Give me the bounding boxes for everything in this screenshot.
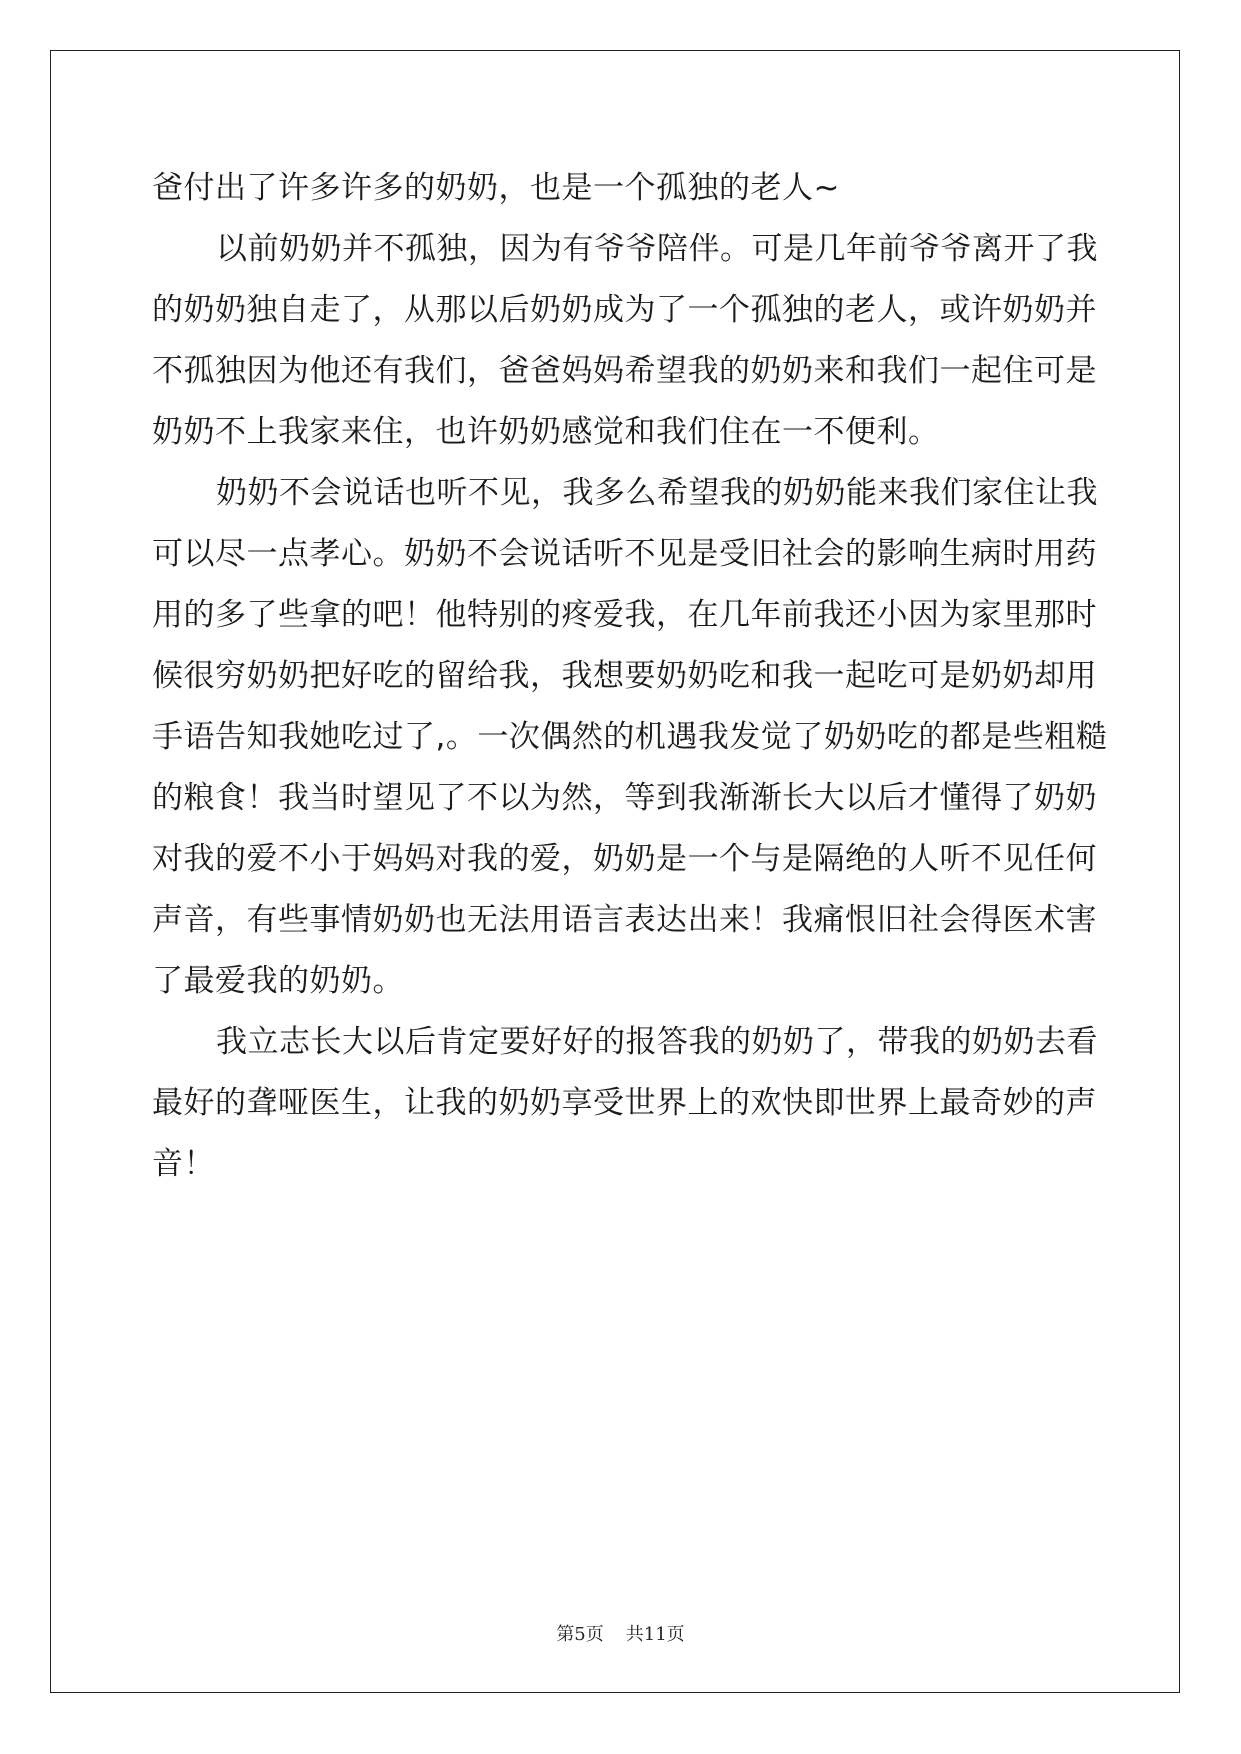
text-line: 爸付出了许多许多的奶奶，也是一个孤独的老人~ — [152, 170, 840, 206]
text-line: 奶奶不上我家来住，也许奶奶感觉和我们住在一不便利。 — [152, 414, 940, 450]
text-line: 用的多了些拿的吧！他特别的疼爱我，在几年前我还小因为家里那时 — [152, 597, 1097, 633]
page-number: 第5页 — [556, 1624, 604, 1645]
text-line: 了最爱我的奶奶。 — [152, 963, 404, 999]
text-line: 最好的聋哑医生，让我的奶奶享受世界上的欢快即世界上最奇妙的声 — [152, 1085, 1097, 1121]
text-line: 的奶奶独自走了，从那以后奶奶成为了一个孤独的老人，或许奶奶并 — [152, 292, 1097, 328]
text-line: 手语告知我她吃过了,。一次偶然的机遇我发觉了奶奶吃的都是些粗糙 — [152, 719, 1108, 755]
text-line: 不孤独因为他还有我们，爸爸妈妈希望我的奶奶来和我们一起住可是 — [152, 353, 1097, 389]
text-line: 我立志长大以后肯定要好好的报答我的奶奶了，带我的奶奶去看 — [216, 1024, 1098, 1060]
text-line: 对我的爱不小于妈妈对我的爱，奶奶是一个与是隔绝的人听不见任何 — [152, 841, 1097, 877]
page-total: 共11页 — [625, 1624, 685, 1645]
text-line: 音！ — [152, 1146, 215, 1182]
text-line: 奶奶不会说话也听不见，我多么希望我的奶奶能来我们家住让我 — [216, 475, 1098, 511]
document-body — [152, 158, 1108, 1195]
text-line: 的粮食！我当时望见了不以为然，等到我渐渐长大以后才懂得了奶奶 — [152, 780, 1097, 816]
text-line: 声音，有些事情奶奶也无法用语言表达出来！我痛恨旧社会得医术害 — [152, 902, 1097, 938]
text-line: 可以尽一点孝心。奶奶不会说话听不见是受旧社会的影响生病时用药 — [152, 536, 1097, 572]
text-line: 候很穷奶奶把好吃的留给我，我想要奶奶吃和我一起吃可是奶奶却用 — [152, 658, 1097, 694]
page-footer — [0, 1620, 1241, 1646]
text-line: 以前奶奶并不孤独，因为有爷爷陪伴。可是几年前爷爷离开了我 — [216, 231, 1098, 267]
